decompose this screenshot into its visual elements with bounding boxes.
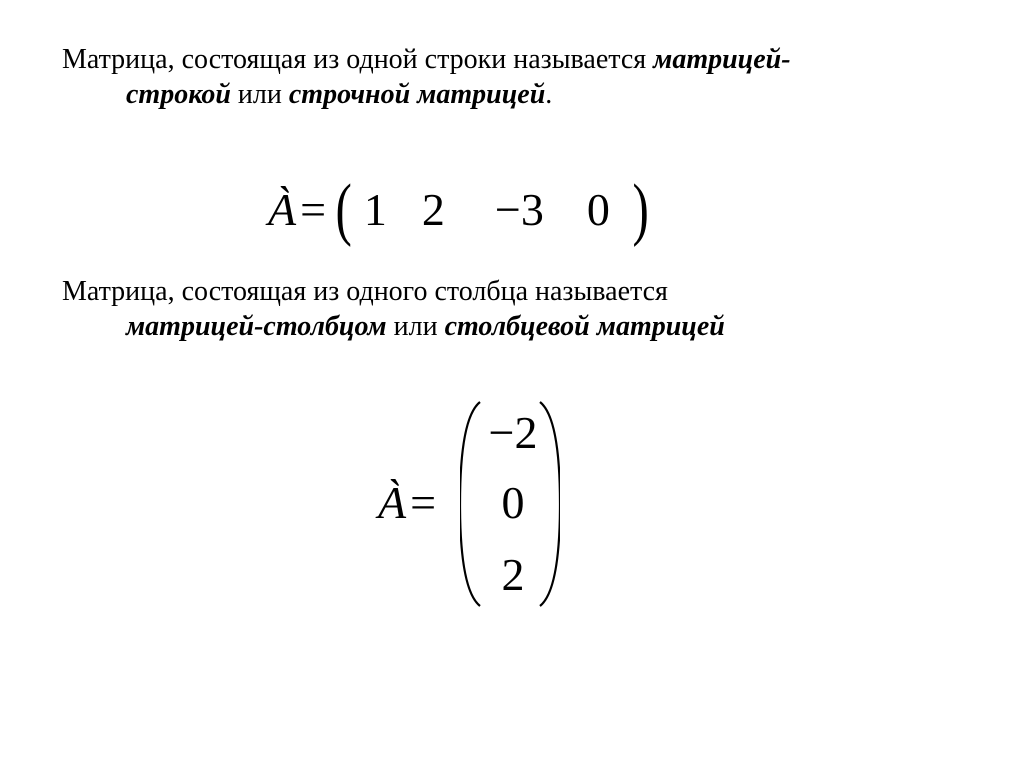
left-bracket (460, 402, 480, 606)
matrix-cell: −3 (494, 184, 544, 235)
column-matrix-formula (378, 398, 578, 610)
term-row-matrix-part1: матрицей- (653, 44, 791, 75)
row-matrix-definition (62, 42, 962, 112)
period: . (545, 79, 553, 110)
definition-text: Матрица, состоящая из одной строки называется (62, 44, 654, 75)
column-matrix-definition (62, 274, 962, 344)
definition-line-2 (62, 309, 962, 344)
definition-line-1: Матрица, состоящая из одного столбца называется (62, 276, 668, 307)
row-matrix-cells (355, 184, 629, 235)
matrix-variable: À (378, 477, 407, 528)
left-parenthesis: ( (335, 171, 352, 248)
conjunction: или (386, 311, 445, 342)
conjunction: или (230, 79, 289, 110)
matrix-cell: 0 (586, 184, 610, 235)
matrix-cell: −2 (488, 407, 538, 458)
definition-line-2 (62, 77, 962, 112)
term-string-matrix: строчной матрицей (288, 79, 546, 110)
matrix-variable: À (268, 184, 297, 235)
equals-sign: = (300, 184, 327, 235)
row-matrix-formula (268, 171, 653, 248)
matrix-cell: 0 (501, 477, 525, 528)
right-parenthesis: ) (632, 171, 650, 248)
definition-line-1 (62, 42, 962, 77)
matrix-lhs (378, 477, 442, 528)
matrix-cell: 2 (501, 549, 525, 600)
term-column-matrix: матрицей-столбцом (126, 311, 387, 342)
matrix-cell: 1 (363, 184, 387, 235)
term-row-matrix-part2: строкой (126, 79, 231, 110)
matrix-cell: 2 (421, 184, 445, 235)
term-columnar-matrix: столбцевой матрицей (444, 311, 725, 342)
equals-sign: = (410, 477, 437, 528)
